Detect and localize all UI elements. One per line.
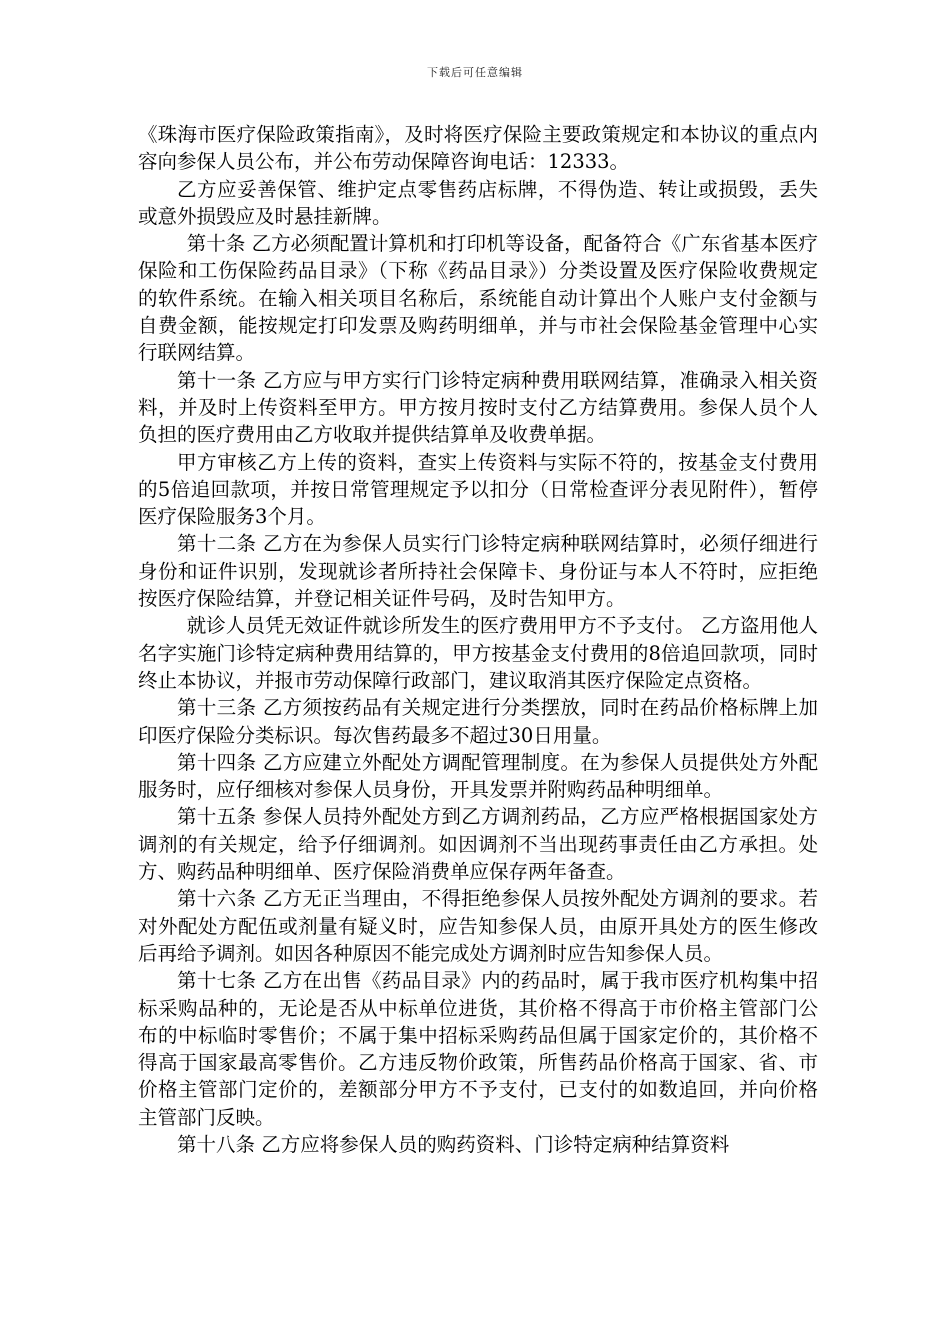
paragraph-article-11: 第十一条 乙方应与甲方实行门诊特定病种费用联网结算，准确录入相关资料，并及时上传资料至甲方。甲方按月按时支付乙方结算费用。参保人员个人负担的医疗费用由乙方收取并提供结算单及收费单据。 — [138, 368, 818, 447]
paragraph-article-15: 第十五条 参保人员持外配处方到乙方调剂药品，乙方应严格根据国家处方调剂的有关规定，给予仔细调剂。如因调剂不当出现药事责任由乙方承担。处方、购药品种明细单、医疗保险消费单应保存两年备查。 — [138, 805, 818, 884]
paragraph-audit: 甲方审核乙方上传的资料，查实上传资料与实际不符的，按基金支付费用的5倍追回款项，并按日常管理规定予以扣分（日常检查评分表见附件），暂停医疗保险服务3个月。 — [138, 450, 818, 529]
paragraph-signage: 乙方应妥善保管、维护定点零售药店标牌，不得伪造、转让或损毁，丢失或意外损毁应及时悬挂新牌。 — [138, 177, 818, 228]
paragraph-intro: 《珠海市医疗保险政策指南》，及时将医疗保险主要政策规定和本协议的重点内容向参保人员公布，并公布劳动保障咨询电话：12333。 — [138, 123, 818, 174]
paragraph-article-18: 第十八条 乙方应将参保人员的购药资料、门诊特定病种结算资料 — [177, 1132, 730, 1156]
paragraph-article-13: 第十三条 乙方须按药品有关规定进行分类摆放，同时在药品价格标牌上加印医疗保险分类标识。每次售药最多不超过30日用量。 — [138, 696, 818, 747]
paragraph-article-12: 第十二条 乙方在为参保人员实行门诊特定病种联网结算时，必须仔细进行身份和证件识别，发现就诊者所持社会保障卡、身份证与本人不符时，应拒绝按医疗保险结算，并登记相关证件号码，及时告知甲方。 — [138, 532, 818, 611]
page-header: 下载后可任意编辑 — [427, 66, 523, 79]
paragraph-article-10: 第十条 乙方必须配置计算机和打印机等设备，配备符合《广东省基本医疗保险和工伤保险药品目录》（下称《药品目录》）分类设置及医疗保险收费规定的软件系统。在输入相关项目名称后，系统能自动计算出个人账户支付金额与自费金额，能按规定打印发票及购药明细单，并与市社会保险基金管理中心实行联网结算。 — [138, 232, 818, 365]
paragraph-article-14: 第十四条 乙方应建立外配处方调配管理制度。在为参保人员提供处方外配服务时，应仔细核对参保人员身份，开具发票并附购药品种明细单。 — [138, 750, 818, 802]
paragraph-article-16: 第十六条 乙方无正当理由，不得拒绝参保人员按外配处方调剂的要求。若对外配处方配伍或剂量有疑义时，应告知参保人员，由原开具处方的医生修改后再给予调剂。如因各种原因不能完成处方调剂时应告知参保人员。 — [138, 887, 818, 965]
paragraph-article-17: 第十七条 乙方在出售《药品目录》内的药品时，属于我市医疗机构集中招标采购品种的，无论是否从中标单位进货，其价格不得高于市价格主管部门公布的中标临时零售价；不属于集中招标采购药品但属于国家定价的，其价格不得高于国家最高零售价。乙方违反物价政策，所售药品价格高于国家、省、市价格主管部门定价的，差额部分甲方不予支付，已支付的如数追回，并向价格主管部门反映。 — [138, 969, 818, 1129]
paragraph-invalid-docs: 就诊人员凭无效证件就诊所发生的医疗费用甲方不予支付。 乙方盗用他人名字实施门诊特定病种费用结算的，甲方按基金支付费用的8倍追回款项，同时终止本协议，并报市劳动保障行政部门，建议取消其医疗保险定点资格。 — [138, 614, 818, 692]
document-body — [138, 121, 818, 1158]
